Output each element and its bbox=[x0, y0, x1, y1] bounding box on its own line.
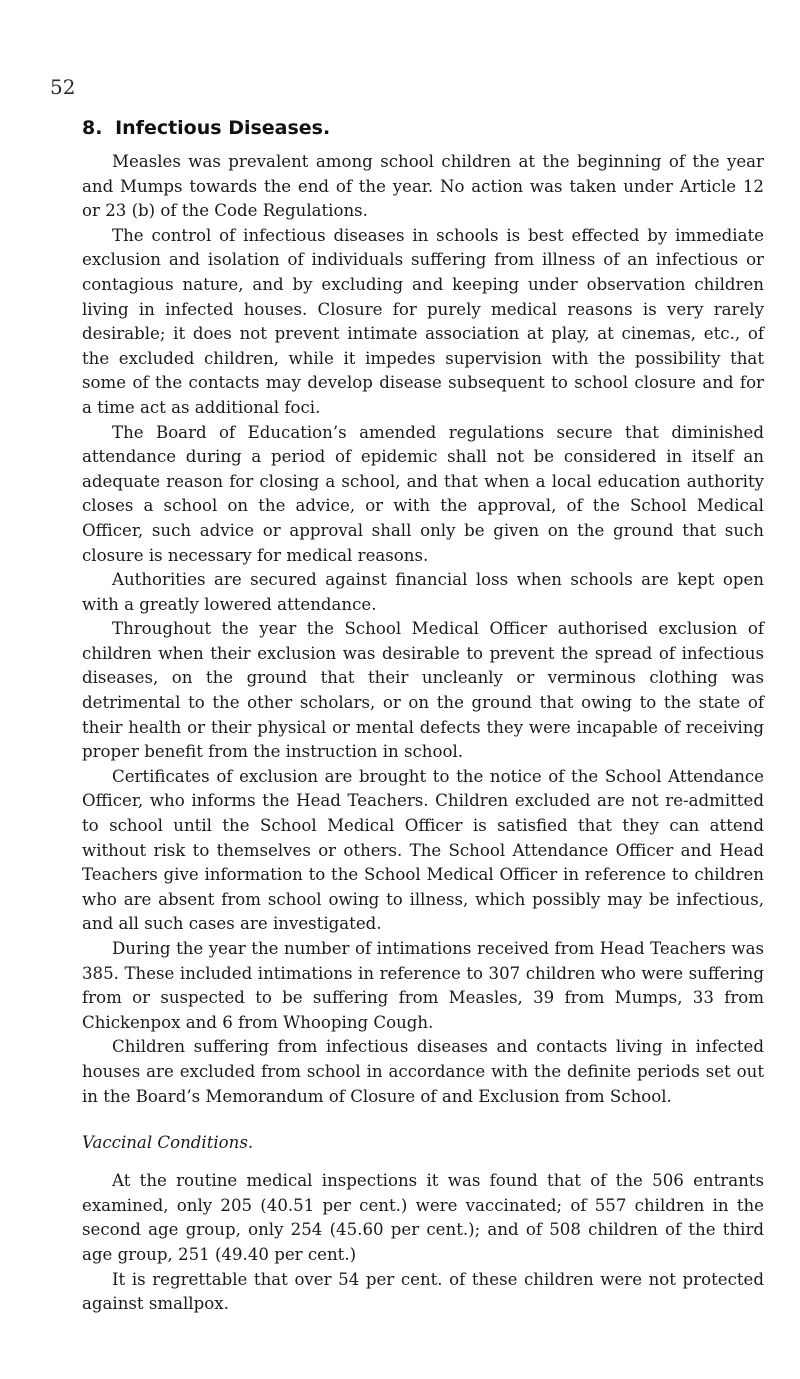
paragraph-control-of-infection: The control of infectious diseases in schools is best effected by immediate exclusion and isolation of individuals suffering from illness of an infectious or contagious nature, and by excluding and keeping under observation children living in infected houses. Closure for purely medical reasons is very rarely desirable; it does not prevent intimate association at play, at cinemas, etc., of the excluded children, while it impedes supervision with the possibility that some of the contacts may develop disease subsequent to school closure and for a time act as additional foci. bbox=[82, 225, 764, 417]
paragraph-smallpox: It is regrettable that over 54 per cent. of these children were not protected against smallpox. bbox=[82, 1269, 764, 1314]
paragraph-vaccination-figures: At the routine medical inspections it was found that of the 506 entrants examined, only 205 (40.51 per cent.) were vaccinated; of 557 children in the second age group, only 254 (45.60 per cent.); and of 508 children of the third age group, 251 (49.40 per cent.) bbox=[82, 1171, 764, 1264]
paragraph-intimations: During the year the number of intimations received from Head Teachers was 385. These included intimations in reference to 307 children who were suffering from or suspected to be suffering from Measles, 39 from Mumps, 33 from Chickenpox and 6 from Whooping Cough. bbox=[82, 939, 764, 1032]
paragraph-board-regulations: The Board of Education’s amended regulations secure that diminished attendance during a period of epidemic shall not be considered in itself an adequate reason for closing a school, and that when a local education authority closes a school on the advice, or with the approval, of the School Medical Officer, such advice or approval shall only be given on the ground that such closure is necessary for medical reasons. bbox=[82, 422, 764, 565]
paragraph-exclusion-periods: Children suffering from infectious diseases and contacts living in infected houses are excluded from school in accordance with the definite periods set out in the Board’s Memorandum of Closure of and Exclusion from School. bbox=[82, 1037, 764, 1106]
page-content bbox=[82, 116, 764, 1317]
section-title: Infectious Diseases. bbox=[115, 117, 331, 139]
paragraph-exclusion-authorised: Throughout the year the School Medical Officer authorised exclusion of children when their exclusion was desirable to prevent the spread of infectious diseases, on the ground that their uncleanly or verminous clothing was detrimental to the other scholars, or on the ground that owing to the state of their health or their physical or mental defects they were incapable of receiving proper benefit from the instruction in school. bbox=[82, 619, 764, 762]
page-number: 52 bbox=[50, 75, 76, 99]
subheading-vaccinal-conditions: Vaccinal Conditions. bbox=[82, 1133, 254, 1153]
section-heading bbox=[82, 116, 764, 140]
paragraph-certificates: Certificates of exclusion are brought to the notice of the School Attendance Officer, who informs the Head Teachers. Children excluded are not re-admitted to school until the School Medical Officer is satisfied that they can attend without risk to themselves or others. The School Attendance Officer and Head Teachers give information to the School Medical Officer in reference to children who are absent from school owing to illness, which possibly may be infectious, and all such cases are investigated. bbox=[82, 766, 764, 934]
section-number: 8. bbox=[82, 117, 103, 139]
paragraph-measles-mumps: Measles was prevalent among school children at the beginning of the year and Mumps towards the end of the year. No action was taken under Article 12 or 23 (b) of the Code Regulations. bbox=[82, 152, 764, 221]
paragraph-financial-loss: Authorities are secured against financial loss when schools are kept open with a greatly lowered attendance. bbox=[82, 570, 764, 614]
